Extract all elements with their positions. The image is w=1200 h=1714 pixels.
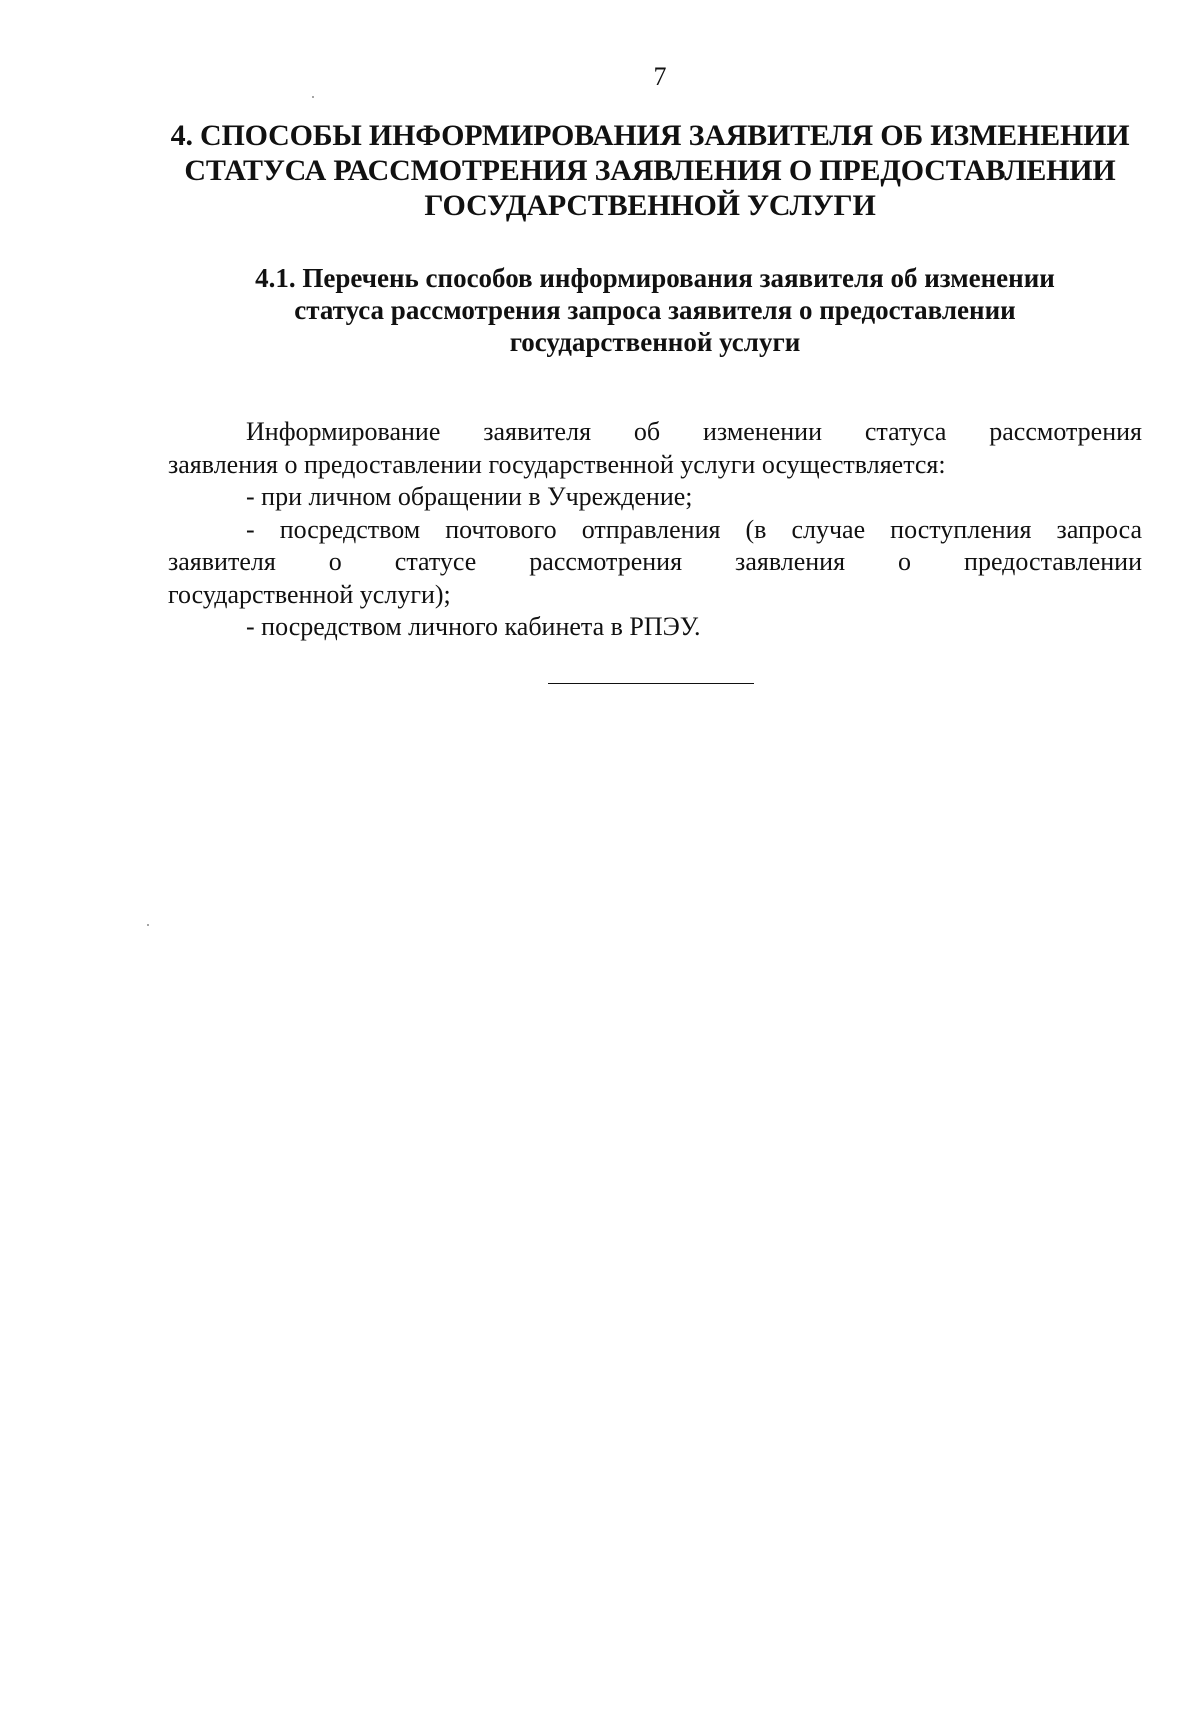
- text-line: Информирование заявителя об изменении статуса рассмотрения: [246, 417, 1142, 446]
- end-divider: [548, 683, 754, 684]
- section-heading: [165, 118, 1135, 223]
- subsection-heading-line: 4.1. Перечень способов информирования заявителя об изменении: [255, 263, 1055, 293]
- text-line: заявления о предоставлении государственной услуги осуществляется:: [168, 449, 946, 479]
- subsection-heading-line: статуса рассмотрения запроса заявителя о предоставлении: [294, 295, 1016, 325]
- list-item-personal-visit: [168, 481, 1142, 514]
- body-text: [168, 416, 1142, 644]
- list-item-postal: [168, 514, 1142, 612]
- text-line: - посредством почтового отправления (в случае поступления запроса: [246, 514, 1142, 544]
- scan-speck: [312, 96, 314, 98]
- section-heading-line: 4. СПОСОБЫ ИНФОРМИРОВАНИЯ ЗАЯВИТЕЛЯ ОБ ИЗМЕНЕНИИ: [170, 119, 1130, 152]
- intro-paragraph: [168, 416, 1142, 481]
- scan-speck: [147, 924, 149, 926]
- page-number: 7: [653, 62, 667, 91]
- text-line: государственной услуги);: [168, 579, 451, 609]
- subsection-heading: [165, 262, 1145, 358]
- subsection-heading-line: государственной услуги: [509, 327, 801, 357]
- text-line: - посредством личного кабинета в РПЭУ.: [246, 612, 701, 641]
- text-line: - при личном обращении в Учреждение;: [246, 482, 693, 511]
- text-line: заявителя о статусе рассмотрения заявления о предоставлении: [168, 547, 1142, 576]
- list-item-personal-account: [168, 611, 1142, 644]
- section-heading-line: ГОСУДАРСТВЕННОЙ УСЛУГИ: [424, 189, 876, 222]
- section-heading-line: СТАТУСА РАССМОТРЕНИЯ ЗАЯВЛЕНИЯ О ПРЕДОСТАВЛЕНИИ: [184, 154, 1116, 187]
